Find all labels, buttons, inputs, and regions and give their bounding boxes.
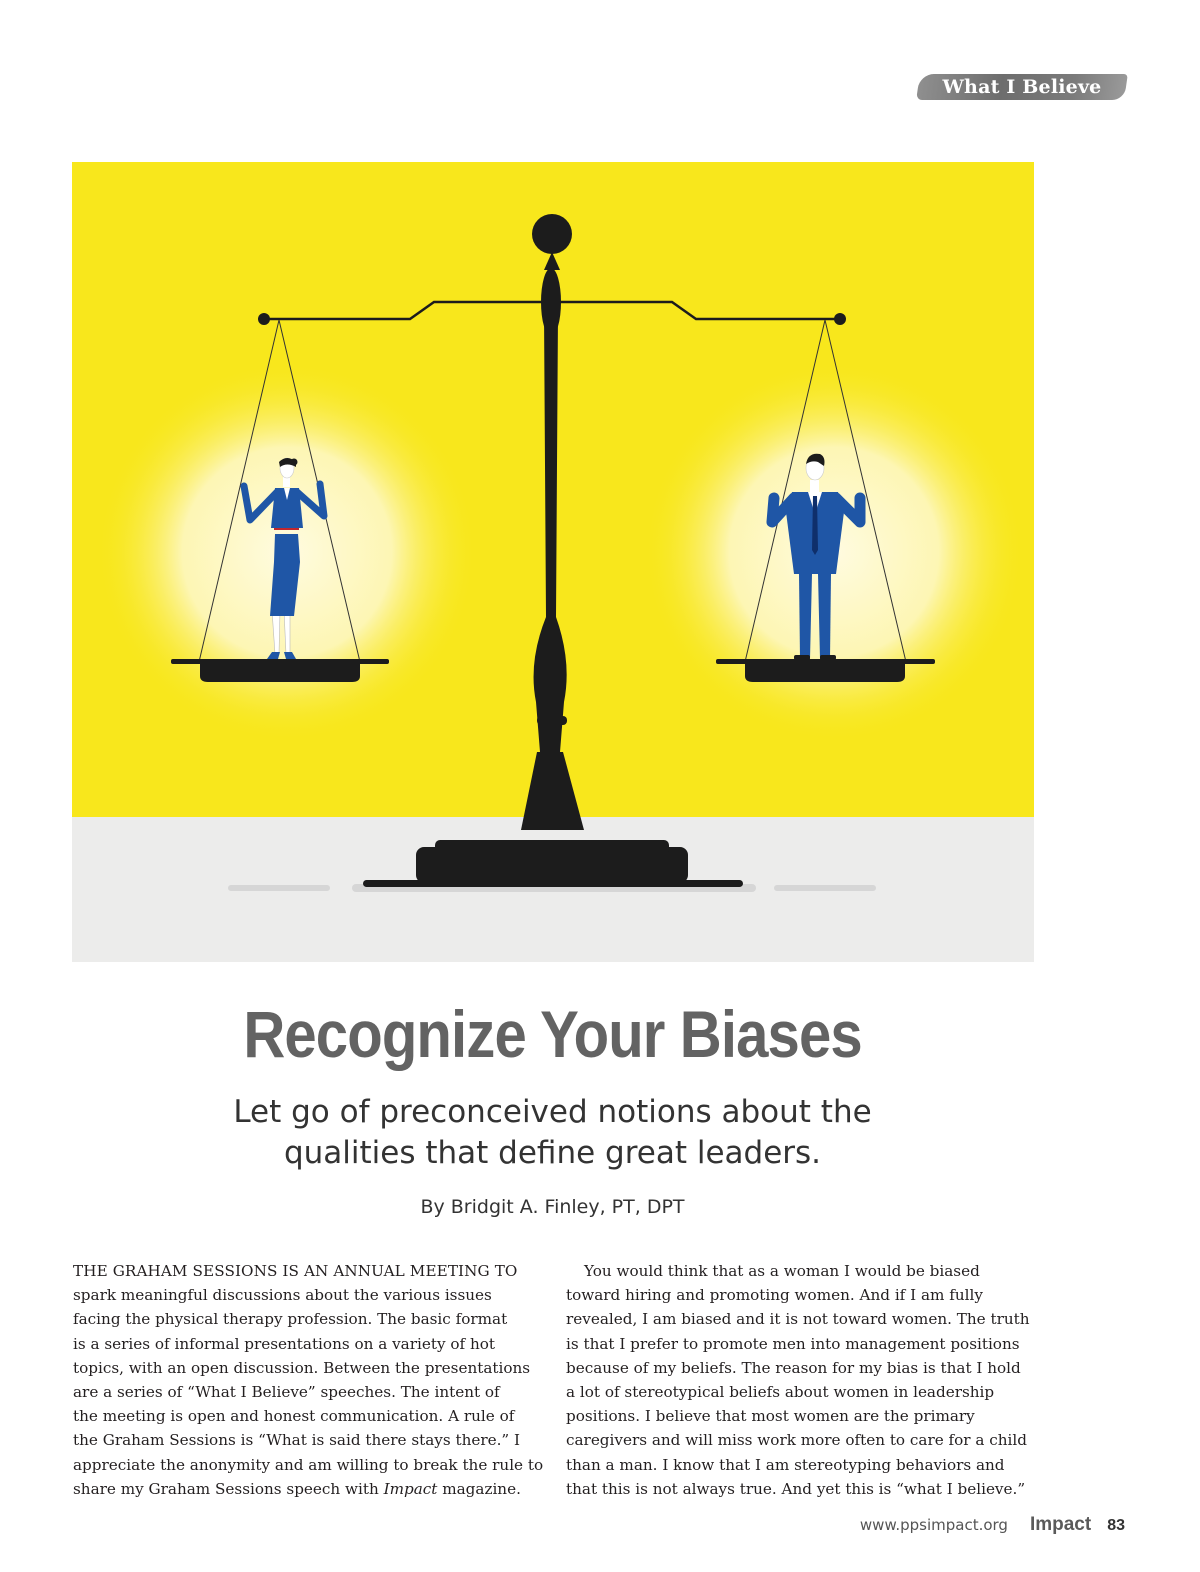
body-line: because of my beliefs. The reason for my bias is that I hold: [566, 1358, 1021, 1377]
article-headline: Recognize Your Biases: [243, 997, 862, 1071]
right-pan: [745, 662, 905, 682]
body-line: the meeting is open and honest communication. A rule of: [73, 1407, 515, 1426]
scale-base-plate: [435, 840, 669, 854]
body-line: spark meaningful discussions about the various issues: [73, 1286, 492, 1305]
balance-scale-graphic: [72, 162, 1034, 962]
scale-finial: [532, 214, 572, 254]
section-tag: [918, 74, 1126, 100]
body-line: is a series of informal presentations on a variety of hot: [73, 1334, 495, 1353]
body-line: caregivers and will miss work more often to care for a child: [566, 1431, 1027, 1450]
body-line: topics, with an open discussion. Between the presentations: [73, 1358, 531, 1377]
body-line: facing the physical therapy profession. The basic format: [73, 1310, 508, 1329]
scale-illustration: [72, 162, 1034, 962]
body-line: a lot of stereotypical beliefs about women in leadership: [566, 1383, 995, 1402]
body-line: You would think that as a woman I would be biased: [584, 1262, 980, 1280]
body-text: magazine.: [437, 1479, 521, 1498]
body-line: the Graham Sessions is “What is said there stays there.” I: [73, 1431, 521, 1450]
page-footer: [860, 1514, 1125, 1538]
body-line: appreciate the anonymity and am willing to break the rule to: [73, 1455, 544, 1474]
footer-magazine-name: Impact: [1029, 1514, 1092, 1535]
article-byline: By Bridgit A. Finley, PT, DPT: [420, 1196, 685, 1218]
article-dek: Let go of preconceived notions about the qualities that define great leaders.: [233, 1094, 872, 1171]
page-number: 83: [1107, 1517, 1125, 1534]
body-line: that this is not always true. And yet this is “what I believe.”: [566, 1479, 1026, 1498]
section-tag-label: What I Believe: [942, 76, 1102, 98]
body-line: revealed, I am biased and it is not toward women. The truth: [566, 1310, 1030, 1329]
body-line: toward hiring and promoting women. And if I am fully: [566, 1286, 983, 1305]
footer-url-link[interactable]: www.ppsimpact.org: [859, 1516, 1008, 1534]
body-column-right: [566, 1259, 1041, 1501]
body-line-last: [73, 1477, 548, 1501]
magazine-name-italic: Impact: [383, 1479, 438, 1498]
scale-base-foot: [363, 880, 743, 887]
left-pan: [200, 662, 360, 682]
body-line: THE GRAHAM SESSIONS IS AN ANNUAL MEETING TO: [73, 1262, 518, 1280]
body-line: are a series of “What I Believe” speeches. The intent of: [73, 1383, 500, 1402]
body-column-left: [73, 1259, 548, 1501]
body-line: positions. I believe that most women are the primary: [566, 1407, 975, 1426]
body-line: is that I prefer to promote men into management positions: [566, 1334, 1020, 1353]
body-line: than a man. I know that I am stereotyping behaviors and: [566, 1455, 1005, 1474]
body-text: share my Graham Sessions speech with: [73, 1479, 384, 1498]
